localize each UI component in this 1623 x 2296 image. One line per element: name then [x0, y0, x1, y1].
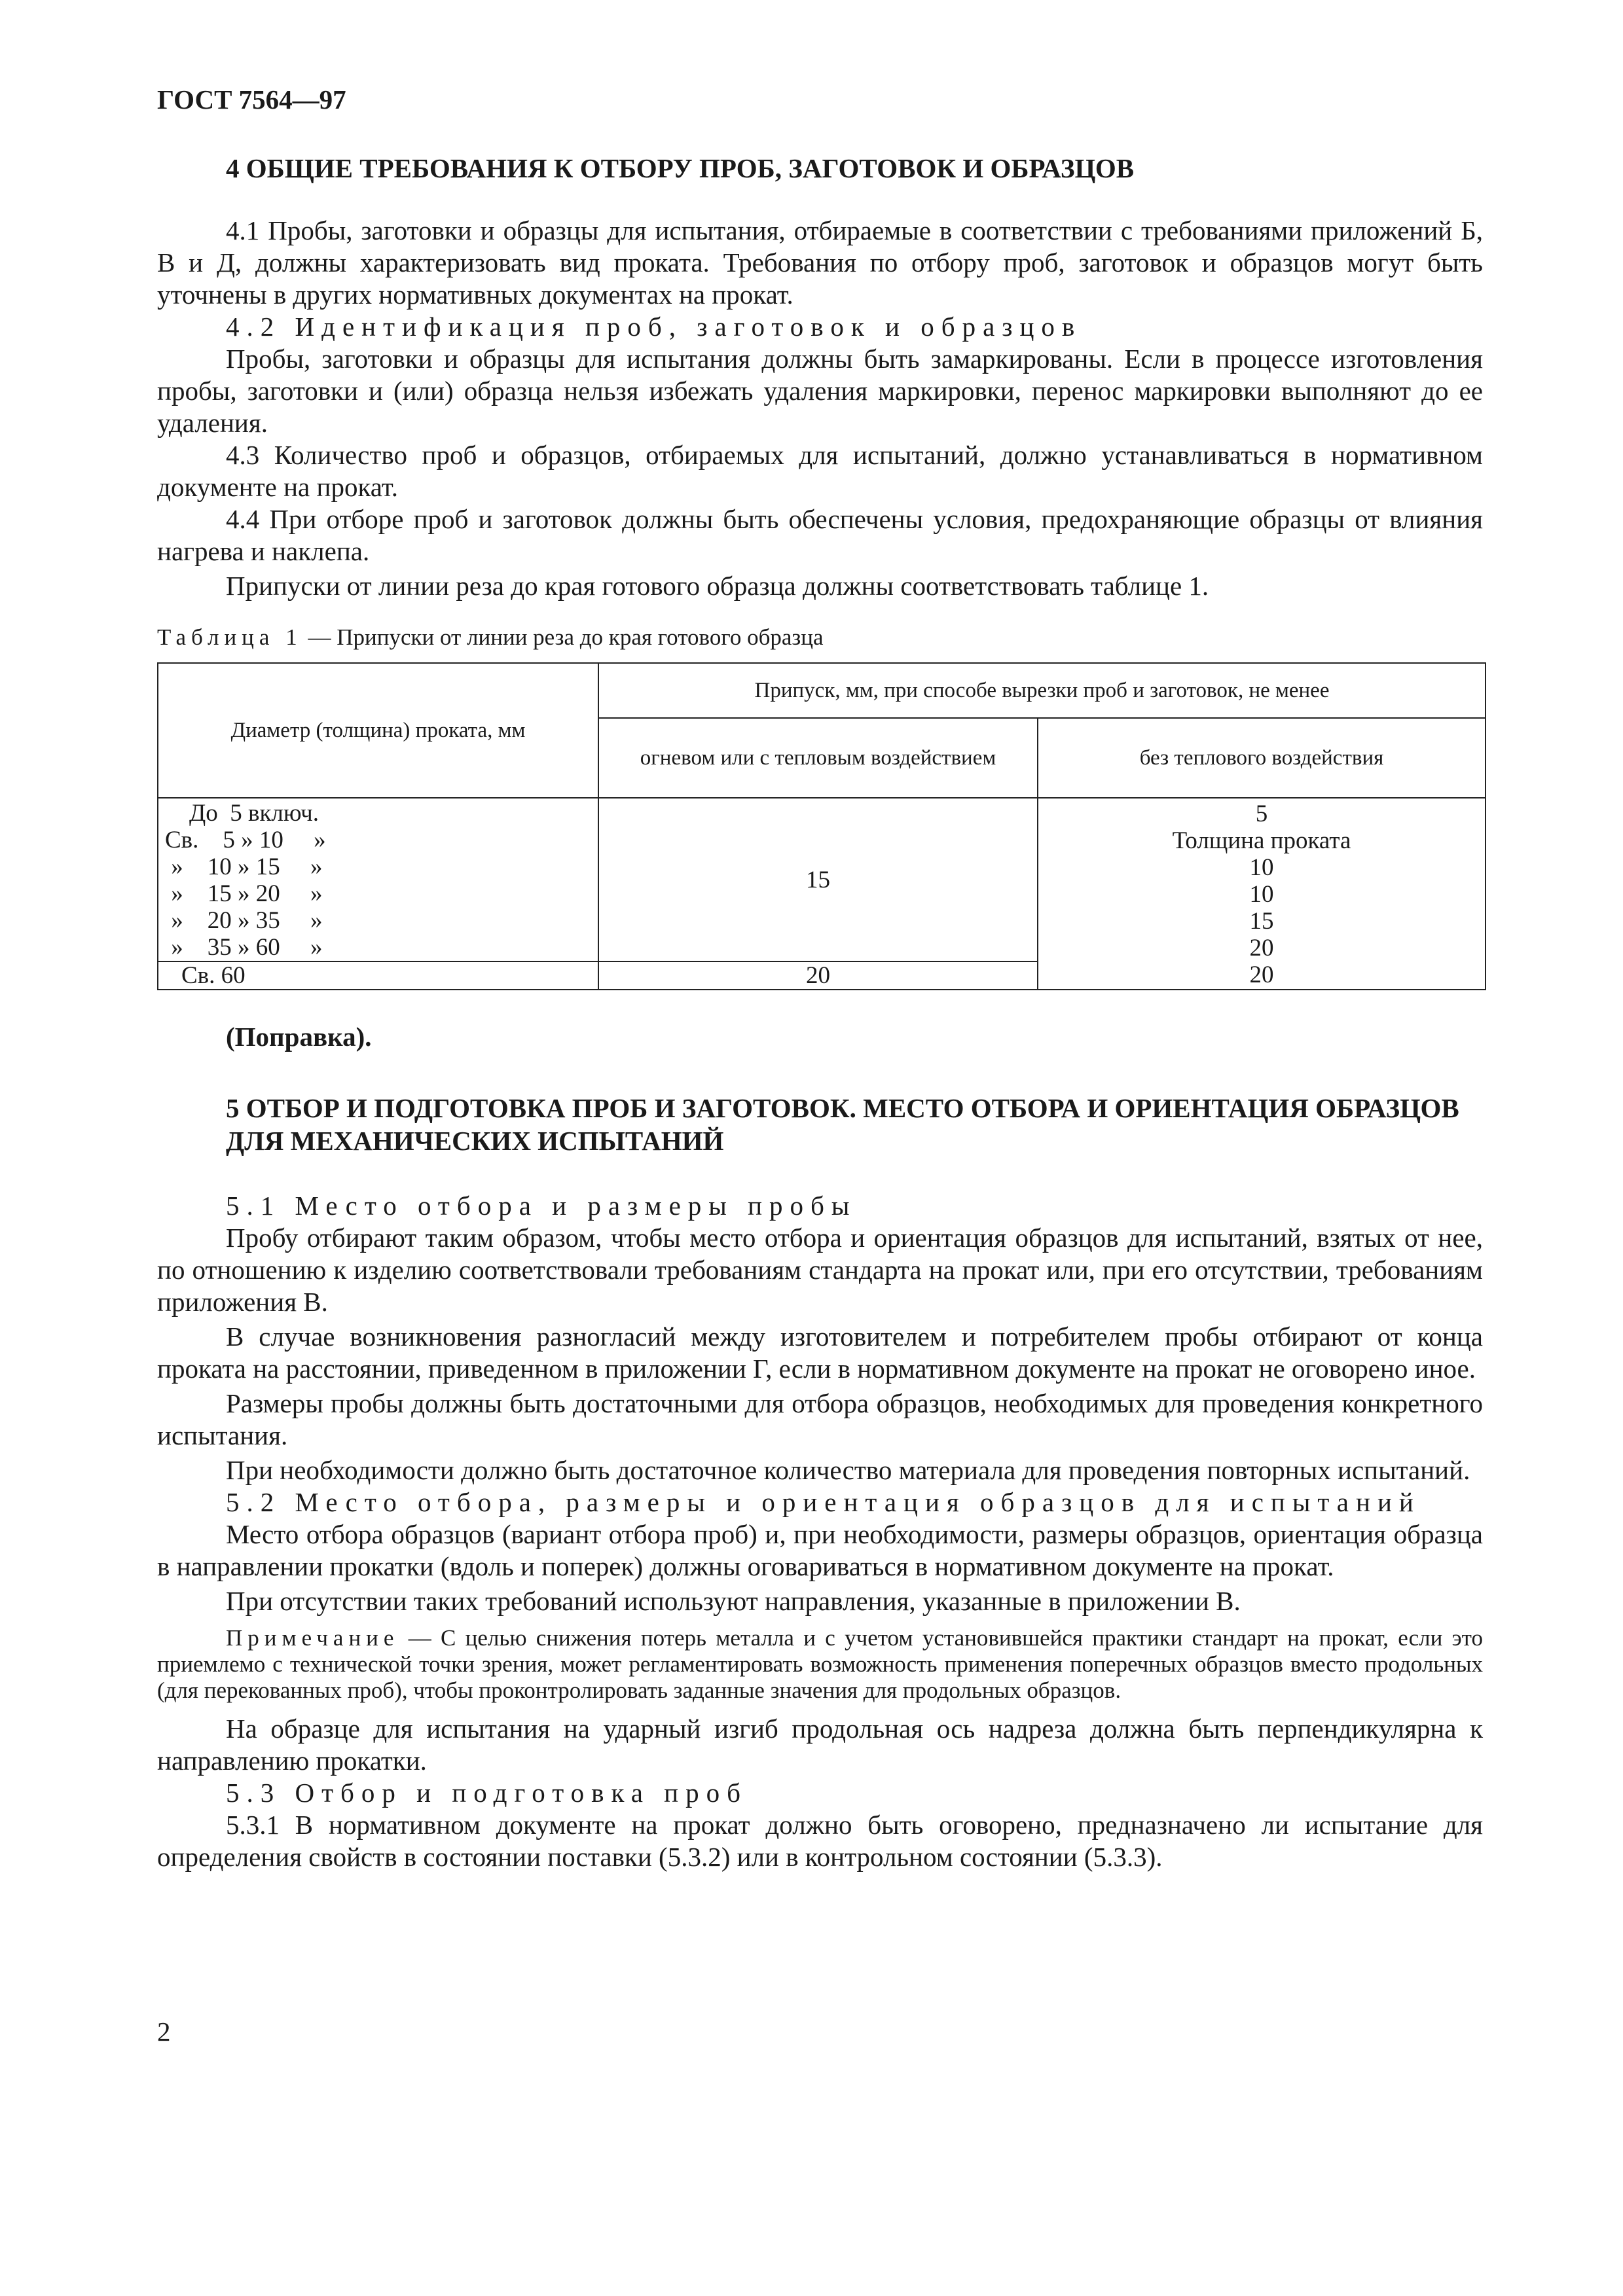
thermal-value-group: 15 [598, 798, 1038, 961]
header-allowance: Припуск, мм, при способе вырезки проб и заготовок, не менее [598, 663, 1486, 718]
note-label: Примечание [226, 1625, 399, 1651]
diameter-row: » 15 » 20 » [165, 880, 323, 907]
subheading-5-2: 5.2 Место отбора, размеры и ориентация образцов для испытаний [226, 1487, 1421, 1517]
nonthermal-value: 5 [1255, 800, 1268, 827]
paragraph-5-3-1: 5.3.1 В нормативном документе на прокат должно быть оговорено, предназначено ли испытание для определения свойств в состоянии поставки (5.3.2) или в контрольном состоянии (5.3.3). [157, 1810, 1483, 1872]
table-1-caption-label: Таблица 1 [157, 624, 302, 650]
nonthermal-value: 10 [1249, 854, 1274, 881]
diameter-row: » 20 » 35 » [165, 907, 323, 934]
nonthermal-list [1038, 798, 1486, 990]
nonthermal-value: 15 [1249, 908, 1274, 935]
diameter-row: » 35 » 60 » [165, 934, 323, 961]
note-text: — С целью снижения потерь металла и с учетом установившейся практики стандарт на прокат, если это приемлемо с технической точки зрения, может регламентировать возможность применения поперечных образцов вместо продольных (для перекованных проб), чтобы проконтролировать заданные значения для продольных образцов. [157, 1625, 1483, 1703]
page-number: 2 [157, 2017, 171, 2047]
paragraph-4-1: 4.1 Пробы, заготовки и образцы для испытания, отбираемые в соответствии с требованиями приложений Б, В и Д, должны характеризовать вид проката. Требования по отбору проб, заготовок и образцов могут быть уточнены в других нормативных документах на прокат. [157, 215, 1483, 310]
paragraph-5-2a: Место отбора образцов (вариант отбора проб) и, при необходимости, размеры образцов, ориентация образца в направлении прокатки (вдоль и поперек) должны оговариваться в нормативном документе на прокат. [157, 1519, 1483, 1581]
section-4-title: 4 ОБЩИЕ ТРЕБОВАНИЯ К ОТБОРУ ПРОБ, ЗАГОТОВОК И ОБРАЗЦОВ [226, 153, 1135, 183]
paragraph-4-3: 4.3 Количество проб и образцов, отбираемых для испытаний, должно устанавливаться в нормативном документе на прокат. [157, 440, 1483, 502]
last-row-thermal: 20 [598, 961, 1038, 990]
diameter-row: Св. 5 » 10 » [165, 827, 326, 853]
nonthermal-value: Толщина проката [1172, 827, 1351, 854]
subheading-5-1: 5.1 Место отбора и размеры пробы [226, 1191, 857, 1221]
paragraph-5-1a: Пробу отбирают таким образом, чтобы место отбора и ориентация образцов для испытаний, взятых от нее, по отношению к изделию соответствовали требованиям стандарта на прокат или, при его отсутствии, требованиям приложения В. [157, 1223, 1483, 1317]
header-diameter: Диаметр (толщина) проката, мм [158, 663, 598, 798]
table-1-caption [157, 624, 824, 651]
paragraph-5-1d: При необходимости должно быть достаточное количество материала для проведения повторных испытаний. [226, 1455, 1470, 1485]
note [157, 1625, 1483, 1704]
paragraph-5-2b: При отсутствии таких требований используют направления, указанные в приложении В. [226, 1586, 1241, 1616]
last-row-diameter: Св. 60 [158, 961, 598, 990]
subheading-5-3: 5.3 Отбор и подготовка проб [226, 1778, 748, 1808]
header-nonthermal: без теплового воздействия [1038, 718, 1486, 798]
nonthermal-value: 10 [1249, 881, 1274, 908]
section-4-body [157, 215, 1483, 602]
paragraph-4-2: Пробы, заготовки и образцы для испытания должны быть замаркированы. Если в процессе изготовления пробы, заготовки и (или) образца нельзя избежать удаления маркировки, перенос маркировки выполняют до ее удаления. [157, 344, 1483, 438]
paragraph-5-1c: Размеры пробы должны быть достаточными для отбора образцов, необходимых для проведения конкретного испытания. [157, 1388, 1483, 1450]
nonthermal-value: 20 [1249, 961, 1274, 988]
paragraph-4-4b: Припуски от линии реза до края готового образца должны соответствовать таблице 1. [226, 571, 1209, 601]
nonthermal-value: 20 [1249, 935, 1274, 961]
paragraph-5-1b: В случае возникновения разногласий между изготовителем и потребителем пробы отбирают от конца проката на расстоянии, приведенном в приложении Г, если в нормативном документе на прокат не оговорено иное. [157, 1321, 1483, 1384]
paragraph-4-4: 4.4 При отборе проб и заготовок должны быть обеспечены условия, предохраняющие образцы от влияния нагрева и наклепа. [157, 504, 1483, 566]
table-1 [157, 662, 1486, 990]
standard-header: ГОСТ 7564—97 [157, 84, 346, 115]
section-5-title: 5 ОТБОР И ПОДГОТОВКА ПРОБ И ЗАГОТОВОК. МЕСТО ОТБОРА И ОРИЕНТАЦИЯ ОБРАЗЦОВ ДЛЯ МЕХАНИЧЕСКИХ ИСПЫТАНИЙ [226, 1093, 1459, 1156]
diameter-list [158, 798, 598, 961]
subheading-4-2: 4.2 Идентификация проб, заготовок и образцов [226, 312, 1082, 342]
paragraph-5-2c: На образце для испытания на ударный изгиб продольная ось надреза должна быть перпендикулярна к направлению прокатки. [157, 1713, 1483, 1776]
diameter-row: До 5 включ. [165, 800, 319, 827]
amendment-note: (Поправка). [226, 1022, 372, 1052]
section-5-body [157, 1190, 1483, 1873]
diameter-row: » 10 » 15 » [165, 853, 323, 880]
table-1-caption-text: — Припуски от линии реза до края готового образца [302, 624, 824, 650]
header-thermal: огневом или с тепловым воздействием [598, 718, 1038, 798]
